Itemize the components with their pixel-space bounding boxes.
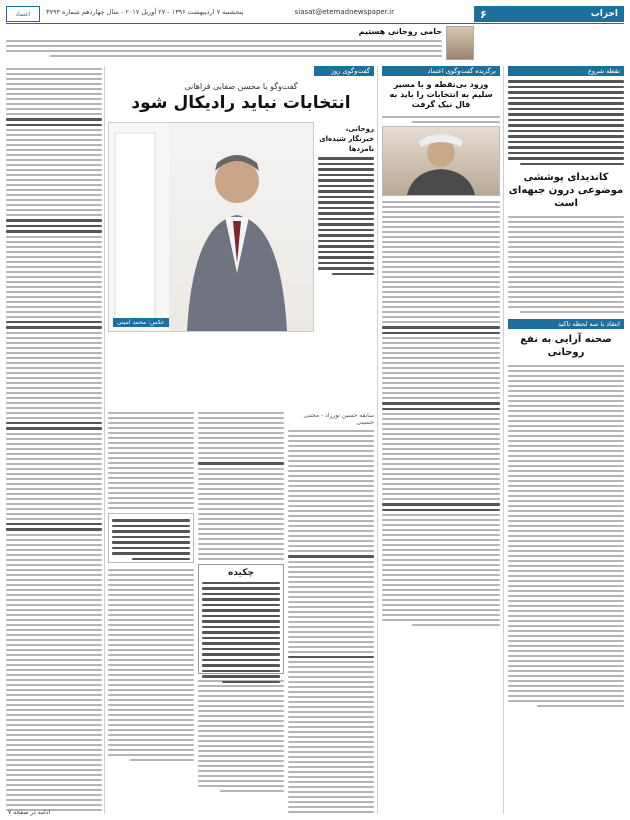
intro-portrait-photo xyxy=(446,26,474,60)
feature-pullquote-box xyxy=(108,513,194,563)
column-divider xyxy=(503,66,504,814)
feature-headline: انتخابات نباید رادیکال شود xyxy=(131,93,351,113)
header-rule xyxy=(6,23,624,24)
feature-body-col-1 xyxy=(288,410,374,814)
column-right xyxy=(508,66,624,814)
continued-on-page-note: ادامه در صفحه ۷ xyxy=(8,809,51,816)
newspaper-logo: اعتماد xyxy=(6,6,40,22)
intro-body-text xyxy=(6,38,442,60)
column-interview-deck xyxy=(382,114,500,123)
feature-summary-box xyxy=(198,564,284,674)
interview-portrait-photo xyxy=(382,126,500,196)
feature-side-quote xyxy=(318,122,374,278)
portrait-figure-icon xyxy=(383,127,499,195)
column-divider xyxy=(104,66,105,814)
feature-photo-caption: عکس: محمد امینی xyxy=(113,318,169,327)
feature-top xyxy=(108,66,374,406)
column-interview-headline: ورود بی‌نقطه و با مسیر سلیم به انتخابات را باید به فال نیک گرفت xyxy=(389,80,493,109)
column-interview-head: برگزیده گفت‌وگوی اعتماد xyxy=(382,66,500,76)
column-right-subhead: انتقاد با سه لحظه تاکید xyxy=(508,319,624,329)
feature-body-col-2 xyxy=(198,410,284,814)
feature-kicker: گفت‌وگو با محسن صفایی فراهانی xyxy=(184,82,298,91)
summary-box-title: چکیده xyxy=(228,567,254,578)
interviewee-figure-icon xyxy=(109,123,313,331)
section-title: احزاب xyxy=(590,9,618,19)
column-left xyxy=(6,66,102,814)
column-right-headline: کاندیدای پوششی موضوعی درون جبهه‌ای است xyxy=(508,172,624,209)
column-interview xyxy=(382,66,500,814)
feature-photo xyxy=(108,122,314,332)
feature-byline: سابقه حسین نورزاد - مجتبی حسینی xyxy=(303,412,374,426)
column-interview-body xyxy=(382,199,500,626)
column-right-lead xyxy=(508,78,624,165)
intro-strip xyxy=(6,26,624,62)
feature-quote-name: روحانی، خبرنگار شیده‌ای نامزدها xyxy=(319,125,374,153)
column-right-headline-2: صحنه آرایی به نفع روحانی xyxy=(520,334,612,358)
column-divider xyxy=(377,66,378,814)
issue-date-line: پنجشنبه ۷ اردیبهشت ۱۳۹۶ - ۲۷ آوریل ۲۰۱۷ - سال چهاردهم شماره ۳۷۹۴ xyxy=(46,8,244,16)
page-header xyxy=(6,6,624,22)
section-email[interactable]: siasat@etemadnewspaper.ir xyxy=(294,8,394,16)
column-right-body xyxy=(508,214,624,313)
column-right-head: نقطه شروع xyxy=(508,66,624,76)
section-badge xyxy=(474,6,624,22)
intro-title: حامی روحانی هستیم xyxy=(358,27,442,36)
column-right-body-2 xyxy=(508,363,624,707)
feature-body-col-3 xyxy=(108,410,194,814)
feature-tag: گفت‌وگوی روز xyxy=(314,66,374,76)
page-number: ۶ xyxy=(480,7,487,21)
